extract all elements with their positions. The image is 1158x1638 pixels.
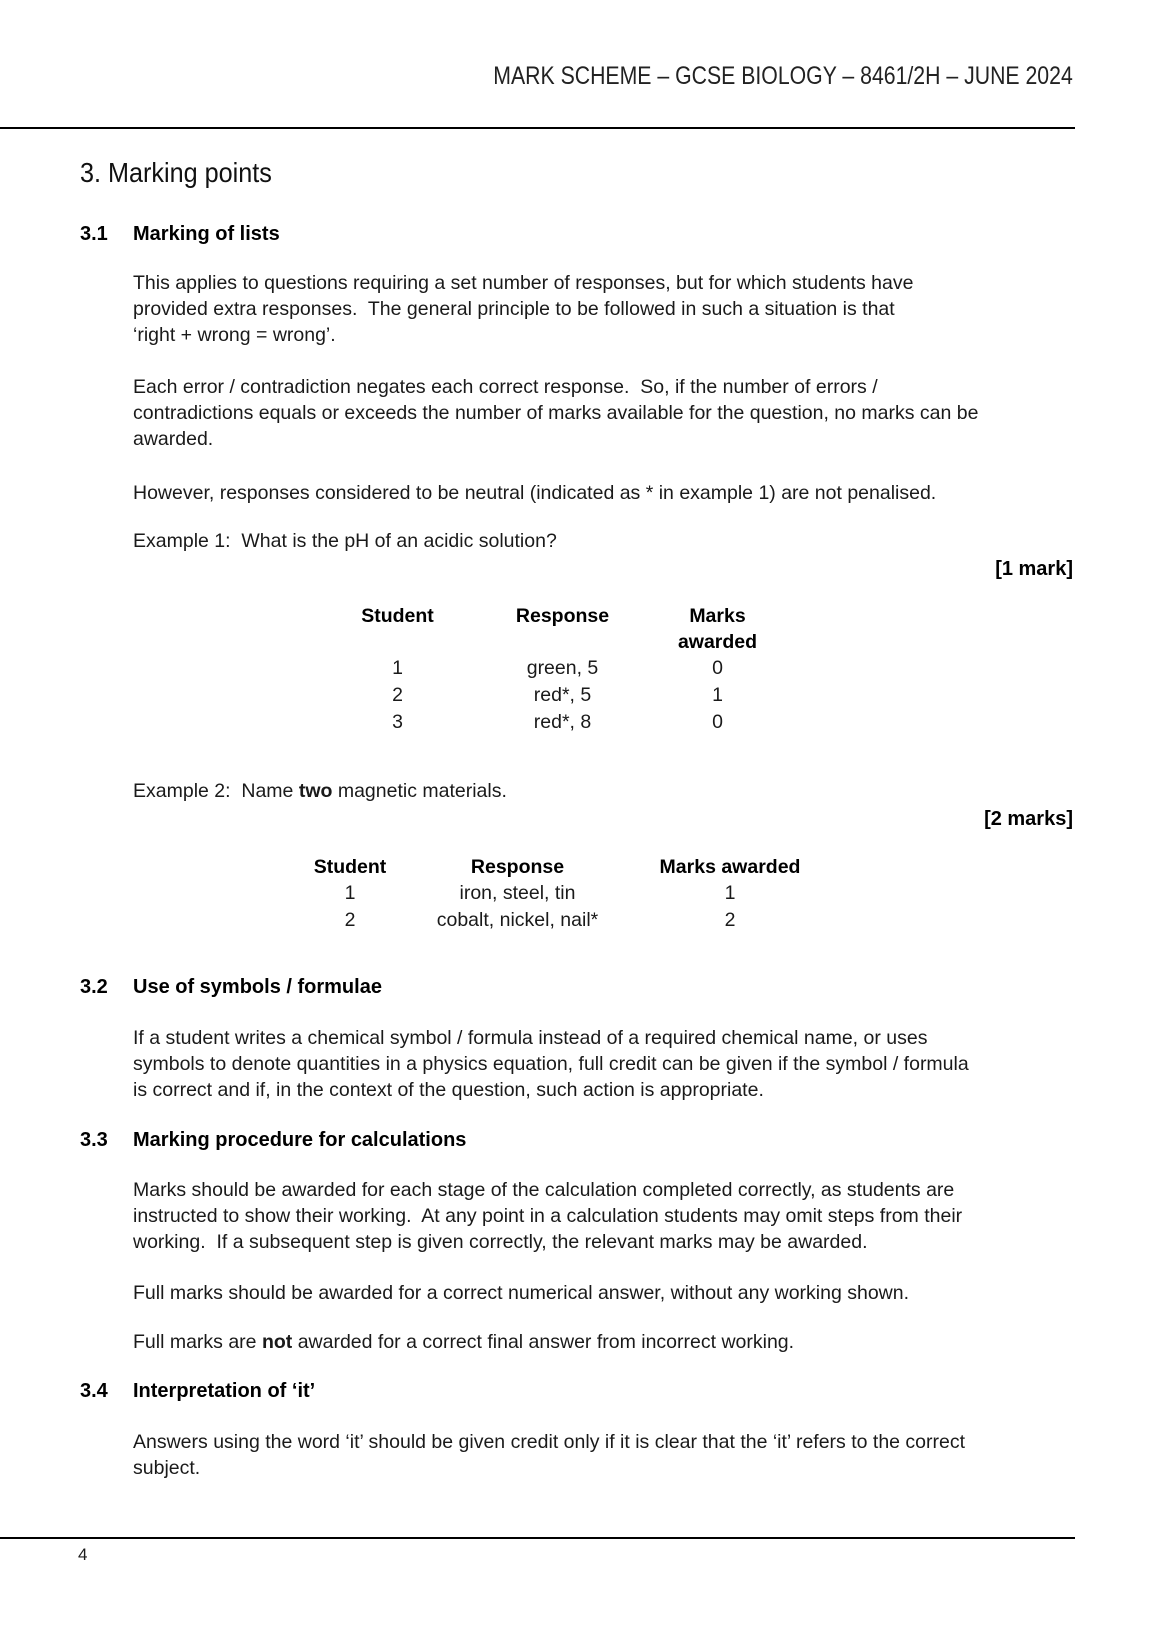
section-heading-3-3 (80, 1128, 466, 1152)
cell-marks: 2 (724, 909, 736, 931)
paragraph: Full marks should be awarded for a correct numerical answer, without any working shown. (133, 1282, 910, 1304)
section-number: 3.2 (80, 976, 108, 998)
table-row (330, 682, 775, 709)
cell-marks: 1 (712, 684, 723, 706)
cell-response: red*, 5 (533, 684, 592, 706)
cell-response: cobalt, nickel, nail* (436, 909, 599, 931)
section-title: Marking procedure for calculations (133, 1129, 467, 1151)
column-header: Response (470, 856, 565, 878)
section-number: 3.1 (80, 223, 108, 245)
cell-marks: 0 (712, 711, 723, 733)
footer-divider (0, 1537, 1075, 1539)
column-header: Student (361, 605, 434, 627)
paragraph: This applies to questions requiring a set number of responses, but for which students have provided extra responses. The general principle to be followed in such a situation is that ‘right + wrong = wrong’. (133, 272, 914, 346)
cell-student: 3 (392, 711, 403, 733)
section-title: Marking of lists (133, 223, 280, 245)
page-number: 4 (78, 1545, 88, 1564)
section-number: 3.4 (80, 1380, 108, 1402)
section-title: Interpretation of ‘it’ (133, 1380, 316, 1402)
cell-response: iron, steel, tin (459, 882, 576, 904)
column-header: Response (515, 605, 610, 627)
cell-student: 1 (392, 657, 403, 679)
table-row (330, 709, 775, 736)
example-1-prompt: Example 1: What is the pH of an acidic solution? (133, 530, 557, 552)
paragraph: Marks should be awarded for each stage of the calculation completed correctly, as students are instructed to show their working. At any point in a calculation students may omit steps from their working. If a subsequent step is given correctly, the relevant marks may be awarded. (133, 1179, 963, 1253)
paragraph: Each error / contradiction negates each correct response. So, if the number of errors / contradictions equals or exceeds the number of marks available for the question, no marks can be awarded. (133, 376, 979, 450)
example-1-table (330, 603, 775, 736)
cell-student: 2 (392, 684, 403, 706)
column-header: Marks awarded (659, 856, 801, 878)
example-2-prompt (133, 778, 1038, 804)
cell-marks: 0 (712, 657, 723, 679)
section-heading-3-1 (80, 222, 280, 246)
column-header: Student (313, 856, 387, 878)
section-heading-3-4 (80, 1379, 315, 1403)
example-2-prompt-prefix: Example 2: Name (133, 780, 299, 802)
table-row (280, 907, 845, 934)
paragraph-suffix: awarded for a correct final answer from incorrect working. (292, 1331, 795, 1353)
example-2-table (280, 854, 845, 934)
page-title-text: 3. Marking points (80, 157, 272, 188)
paragraph-prefix: Full marks are (133, 1331, 262, 1353)
section-heading-3-2 (80, 975, 382, 999)
paragraph: If a student writes a chemical symbol / formula instead of a required chemical name, or uses symbols to denote quantities in a physics equation, full credit can be given if the symbol / formula is correct and if, in the context of the question, such action is appropriate. (133, 1027, 969, 1101)
paragraph (133, 1329, 1038, 1355)
example-1-marks-label: [1 mark] (995, 558, 1073, 580)
cell-marks: 1 (724, 882, 736, 904)
paragraph-bold: not (261, 1331, 293, 1353)
running-header-text: MARK SCHEME – GCSE BIOLOGY – 8461/2H – JUNE 2024 (493, 62, 1073, 90)
cell-response: red*, 8 (533, 711, 592, 733)
example-2-marks-label: [2 marks] (984, 808, 1073, 830)
paragraph: However, responses considered to be neutral (indicated as * in example 1) are not penalised. (133, 482, 937, 504)
table-row (280, 880, 845, 907)
section-number: 3.3 (80, 1129, 108, 1151)
section-title: Use of symbols / formulae (133, 976, 382, 998)
cell-student: 1 (344, 882, 356, 904)
cell-response: green, 5 (526, 657, 599, 679)
table-header-row (280, 854, 845, 880)
cell-student: 2 (344, 909, 356, 931)
table-header-row (330, 603, 775, 655)
table-row (330, 655, 775, 682)
example-2-prompt-bold: two (298, 780, 333, 802)
column-header: Marks awarded (677, 605, 758, 653)
running-header (0, 62, 1073, 90)
header-divider (0, 127, 1075, 129)
example-2-prompt-suffix: magnetic materials. (332, 780, 507, 802)
paragraph: Answers using the word ‘it’ should be given credit only if it is clear that the ‘it’ refers to the correct subject. (133, 1431, 966, 1479)
page-title (80, 157, 293, 189)
